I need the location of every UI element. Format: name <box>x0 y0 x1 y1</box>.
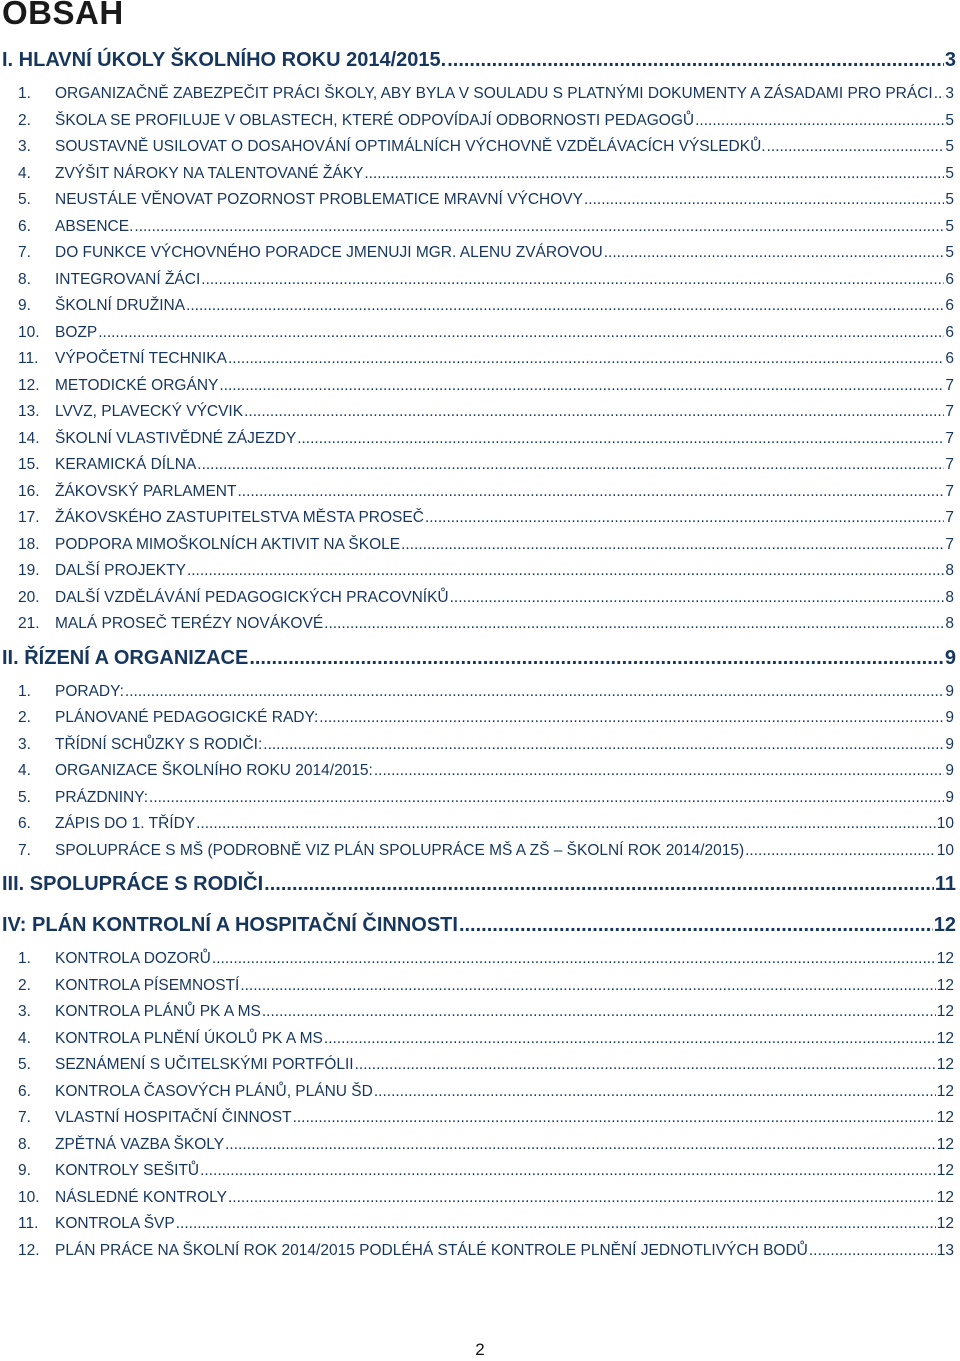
toc-item-page: 12 <box>936 1056 954 1074</box>
toc-item-link[interactable] <box>0 161 960 188</box>
toc-item-label: TŘÍDNÍ SCHŮZKY S RODIČI: <box>55 735 263 753</box>
toc-leader-dots <box>219 377 944 395</box>
toc-item-number: 1. <box>18 950 31 968</box>
toc-leader-dots <box>186 297 944 315</box>
toc-item-number: 5. <box>18 788 31 806</box>
toc-item-page: 10 <box>936 841 954 859</box>
toc-item-label: ORGANIZACE ŠKOLNÍHO ROKU 2014/2015: <box>55 762 373 780</box>
toc-item-number: 4. <box>18 164 31 182</box>
toc-leader-dots <box>176 1215 936 1233</box>
toc-item-label: PODPORA MIMOŠKOLNÍCH AKTIVIT NA ŠKOLE <box>55 535 401 553</box>
toc-item-label: ŽÁKOVSKÉHO ZASTUPITELSTVA MĚSTA PROSEČ <box>55 509 424 527</box>
toc-item-link[interactable] <box>0 452 960 479</box>
toc-leader-dots <box>200 1162 936 1180</box>
toc-leader-dots <box>262 1003 936 1021</box>
toc-item-label: BOZP <box>55 323 98 341</box>
toc-item-page: 7 <box>945 535 954 553</box>
toc-item-page: 7 <box>945 509 954 527</box>
toc-item-link[interactable] <box>0 758 960 785</box>
toc-leader-dots <box>293 1109 936 1127</box>
toc-item-number: 3. <box>18 138 31 156</box>
toc-item-label: DALŠÍ PROJEKTY <box>55 562 186 580</box>
toc-leader-dots <box>197 456 944 474</box>
toc-item-label: KONTROLA DOZORŮ <box>55 950 211 968</box>
toc-section-page: 3 <box>944 49 956 71</box>
toc-item-link[interactable] <box>0 81 960 108</box>
toc-leader-dots <box>249 647 944 670</box>
toc-leader-dots <box>767 138 945 156</box>
toc-leader-dots <box>264 873 934 896</box>
toc-item-link[interactable] <box>0 705 960 732</box>
toc-item-page: 7 <box>945 376 954 394</box>
toc-item-number: 9. <box>18 297 31 315</box>
toc-item-number: 7. <box>18 244 31 262</box>
toc-item-number: 19. <box>18 562 40 580</box>
toc-item-link[interactable] <box>0 214 960 241</box>
toc-item-number: 10. <box>18 323 40 341</box>
toc-item-page: 12 <box>936 1109 954 1127</box>
toc-item-link[interactable] <box>0 811 960 838</box>
toc-item-link[interactable] <box>0 1079 960 1106</box>
toc-item-label: ŠKOLNÍ VLASTIVĚDNÉ ZÁJEZDY <box>55 429 297 447</box>
toc-item-link[interactable] <box>0 267 960 294</box>
toc-leader-dots <box>201 271 944 289</box>
toc-item-number: 21. <box>18 615 40 633</box>
toc-leader-dots <box>374 762 945 780</box>
toc-item-page: 6 <box>945 350 954 368</box>
toc-item-number: 11. <box>18 1215 39 1233</box>
toc-item-page: 5 <box>945 164 954 182</box>
toc-item-link[interactable] <box>0 293 960 320</box>
toc-item-label: ZPĚTNÁ VAZBA ŠKOLY <box>55 1135 225 1153</box>
toc-item-label: KERAMICKÁ DÍLNA <box>55 456 197 474</box>
toc-leader-dots <box>98 324 944 342</box>
toc-item-page: 9 <box>945 762 954 780</box>
toc-item-label: ABSENCE. <box>55 217 134 235</box>
toc-item-link[interactable] <box>0 558 960 585</box>
toc-leader-dots <box>225 1136 936 1154</box>
toc-item-link[interactable] <box>0 134 960 161</box>
toc-item-page: 5 <box>945 111 954 129</box>
toc-item-label: DALŠÍ VZDĚLÁVÁNÍ PEDAGOGICKÝCH PRACOVNÍKŮ <box>55 588 449 606</box>
toc-item-number: 7. <box>18 841 31 859</box>
toc-item-page: 12 <box>936 1215 954 1233</box>
toc-item-page: 12 <box>936 1162 954 1180</box>
toc-item-link[interactable] <box>0 1132 960 1159</box>
toc-item-label: ORGANIZAČNĚ ZABEZPEČIT PRÁCI ŠKOLY, ABY BYLA V SOULADU S PLATNÝMI DOKUMENTY A ZÁSADAMI PRO PRÁCI <box>55 85 933 103</box>
toc-item-label: KONTROLA ČASOVÝCH PLÁNŮ, PLÁNU ŠD <box>55 1082 373 1100</box>
toc-item-page: 9 <box>945 709 954 727</box>
toc-leader-dots <box>604 244 945 262</box>
toc-item-page: 12 <box>936 950 954 968</box>
toc-item-page: 12 <box>936 1029 954 1047</box>
toc-item-label: ZÁPIS DO 1. TŘÍDY <box>55 815 196 833</box>
toc-item-page: 12 <box>936 1135 954 1153</box>
toc-leader-dots <box>196 815 936 833</box>
toc-leader-dots <box>228 1189 936 1207</box>
toc-item-label: INTEGROVANÍ ŽÁCI <box>55 270 201 288</box>
toc-item-page: 8 <box>945 615 954 633</box>
toc-item-page: 10 <box>936 815 954 833</box>
toc-item-number: 2. <box>18 111 31 129</box>
toc-item-label: KONTROLA PÍSEMNOSTÍ <box>55 976 240 994</box>
toc-item-page: 8 <box>945 562 954 580</box>
toc-item-page: 7 <box>945 403 954 421</box>
toc-item-link[interactable] <box>0 1238 960 1265</box>
toc-section-page: 9 <box>944 646 956 669</box>
toc-item-label: NEUSTÁLE VĚNOVAT POZORNOST PROBLEMATICE MRAVNÍ VÝCHOVY <box>55 191 583 209</box>
toc-item-label: VÝPOČETNÍ TECHNIKA <box>55 350 227 368</box>
toc-item-number: 3. <box>18 1003 31 1021</box>
toc-section-link[interactable] <box>0 905 960 946</box>
toc-section-label: III. SPOLUPRÁCE S RODIČI <box>2 873 264 895</box>
toc-section-link[interactable] <box>0 40 960 81</box>
toc-leader-dots <box>695 112 944 130</box>
toc-item-link[interactable] <box>0 320 960 347</box>
toc-item-page: 3 <box>945 85 954 103</box>
toc-leader-dots <box>319 709 944 727</box>
toc-item-number: 9. <box>18 1162 31 1180</box>
toc-item-label: KONTROLA ŠVP <box>55 1215 175 1233</box>
toc-item-number: 20. <box>18 588 40 606</box>
toc-item-link[interactable] <box>0 426 960 453</box>
page-number: 2 <box>475 1340 485 1359</box>
toc-item-link[interactable] <box>0 1026 960 1053</box>
toc-item-number: 8. <box>18 270 31 288</box>
toc-leader-dots <box>584 191 944 209</box>
toc-item-number: 6. <box>18 1082 31 1100</box>
toc-item-link[interactable] <box>0 1105 960 1132</box>
toc-item-link[interactable] <box>0 999 960 1026</box>
toc-leader-dots <box>355 1056 936 1074</box>
toc-item-number: 4. <box>18 1029 31 1047</box>
toc-item-number: 11. <box>18 350 39 368</box>
toc-item-page: 12 <box>936 1082 954 1100</box>
toc-item-link[interactable] <box>0 187 960 214</box>
toc-item-number: 5. <box>18 1056 31 1074</box>
toc-item-link[interactable] <box>0 973 960 1000</box>
toc-item-page: 12 <box>936 1003 954 1021</box>
toc-item-page: 9 <box>945 735 954 753</box>
toc-item-link[interactable] <box>0 373 960 400</box>
toc-item-number: 2. <box>18 976 31 994</box>
toc-item-number: 10. <box>18 1188 40 1206</box>
toc-leader-dots <box>125 683 944 701</box>
toc-item-page: 7 <box>945 429 954 447</box>
toc-item-page: 8 <box>945 588 954 606</box>
toc-item-link[interactable] <box>0 838 960 865</box>
toc-item-number: 16. <box>18 482 40 500</box>
toc-item-page: 5 <box>945 138 954 156</box>
toc-item-page: 9 <box>945 788 954 806</box>
toc-item-number: 8. <box>18 1135 31 1153</box>
toc-item-label: NÁSLEDNÉ KONTROLY <box>55 1188 227 1206</box>
toc-item-label: PLÁNOVANÉ PEDAGOGICKÉ RADY: <box>55 709 319 727</box>
toc-leader-dots <box>324 615 944 633</box>
toc-section-label: II. ŘÍZENÍ A ORGANIZACE <box>2 646 249 669</box>
toc-item-number: 12. <box>18 376 40 394</box>
toc-item-label: LVVZ, PLAVECKÝ VÝCVIK <box>55 403 244 421</box>
toc-item-link[interactable] <box>0 732 960 759</box>
toc-item-page: 6 <box>945 297 954 315</box>
toc-item-label: SPOLUPRÁCE S MŠ (PODROBNĚ VIZ PLÁN SPOLUPRÁCE MŠ A ZŠ – ŠKOLNÍ ROK 2014/2015) <box>55 841 745 859</box>
toc-item-label: PRÁZDNINY: <box>55 788 149 806</box>
toc-leader-dots <box>263 736 944 754</box>
toc-item-number: 4. <box>18 762 31 780</box>
toc-item-link[interactable] <box>0 1211 960 1238</box>
toc-item-page: 5 <box>945 217 954 235</box>
toc-item-link[interactable] <box>0 679 960 706</box>
toc-leader-dots <box>425 509 944 527</box>
toc-item-label: PLÁN PRÁCE NA ŠKOLNÍ ROK 2014/2015 PODLÉHÁ STÁLÉ KONTROLE PLNĚNÍ JEDNOTLIVÝCH BODŮ <box>55 1241 808 1259</box>
toc-item-number: 1. <box>18 85 31 103</box>
toc-item-label: KONTROLA PLNĚNÍ ÚKOLŮ PK A MS <box>55 1029 323 1047</box>
toc-leader-dots <box>809 1242 936 1260</box>
toc-item-page: 7 <box>945 456 954 474</box>
toc-item-label: ŠKOLA SE PROFILUJE V OBLASTECH, KTERÉ ODPOVÍDAJÍ ODBORNOSTI PEDAGOGŮ <box>55 111 695 129</box>
toc-leader-dots <box>447 49 944 72</box>
toc-item-number: 3. <box>18 735 31 753</box>
toc-item-page: 6 <box>945 323 954 341</box>
toc-leader-dots <box>187 562 944 580</box>
toc-section-page: 11 <box>934 873 956 895</box>
toc-item-link[interactable] <box>0 946 960 973</box>
toc-section-link[interactable] <box>0 638 960 679</box>
toc-item-page: 7 <box>945 482 954 500</box>
toc-item-label: SOUSTAVNĚ USILOVAT O DOSAHOVÁNÍ OPTIMÁLNÍCH VÝCHOVNĚ VZDĚLÁVACÍCH VÝSLEDKŮ. <box>55 138 766 156</box>
toc-item-page: 12 <box>936 1188 954 1206</box>
toc-item-label: KONTROLA PLÁNŮ PK A MS <box>55 1003 261 1021</box>
toc-item-label: ŽÁKOVSKÝ PARLAMENT <box>55 482 237 500</box>
toc-item-label: MALÁ PROSEČ TERÉZY NOVÁKOVÉ <box>55 615 324 633</box>
toc-item-page: 5 <box>945 244 954 262</box>
toc-item-number: 17. <box>18 509 40 527</box>
toc-leader-dots <box>237 483 944 501</box>
toc-leader-dots <box>934 85 945 103</box>
toc-item-label: ŠKOLNÍ DRUŽINA <box>55 297 186 315</box>
toc-item-label: PORADY: <box>55 682 124 700</box>
toc-item-page: 12 <box>936 976 954 994</box>
toc-item-label: METODICKÉ ORGÁNY <box>55 376 219 394</box>
toc-leader-dots <box>450 589 945 607</box>
toc-item-number: 13. <box>18 403 40 421</box>
toc-section-page: 12 <box>933 914 956 936</box>
toc-item-link[interactable] <box>0 532 960 559</box>
toc-item-number: 6. <box>18 815 31 833</box>
toc-item-link[interactable] <box>0 785 960 812</box>
toc-item-link[interactable] <box>0 346 960 373</box>
toc-item-link[interactable] <box>0 399 960 426</box>
toc-item-number: 12. <box>18 1241 40 1259</box>
toc-item-label: KONTROLY SEŠITŮ <box>55 1162 200 1180</box>
toc-item-link[interactable] <box>0 1158 960 1185</box>
toc-section-label: I. HLAVNÍ ÚKOLY ŠKOLNÍHO ROKU 2014/2015. <box>2 49 447 71</box>
toc-leader-dots <box>364 165 944 183</box>
toc-item-number: 7. <box>18 1109 31 1127</box>
toc-item-page: 13 <box>936 1241 954 1259</box>
toc-item-number: 5. <box>18 191 31 209</box>
toc-item-page: 5 <box>945 191 954 209</box>
toc-section-label: IV: PLÁN KONTROLNÍ A HOSPITAČNÍ ČINNOSTI <box>2 914 458 936</box>
toc-item-number: 6. <box>18 217 31 235</box>
toc-item-label: DO FUNKCE VÝCHOVNÉHO PORADCE JMENUJI MGR. ALENU ZVÁROVOU <box>55 244 603 262</box>
toc-leader-dots <box>745 842 936 860</box>
toc-item-number: 18. <box>18 535 40 553</box>
toc-leader-dots <box>244 403 944 421</box>
toc-item-page: 6 <box>945 270 954 288</box>
toc-item-number: 15. <box>18 456 40 474</box>
toc-item-label: VLASTNÍ HOSPITAČNÍ ČINNOST <box>55 1109 292 1127</box>
toc-item-link[interactable] <box>0 479 960 506</box>
toc-leader-dots <box>297 430 944 448</box>
toc-item-link[interactable] <box>0 1185 960 1212</box>
toc-leader-dots <box>212 950 936 968</box>
toc-item-link[interactable] <box>0 505 960 532</box>
toc-item-link[interactable] <box>0 1052 960 1079</box>
toc-item-link[interactable] <box>0 240 960 267</box>
toc-item-number: 14. <box>18 429 40 447</box>
toc-leader-dots <box>149 789 944 807</box>
toc-item-number: 1. <box>18 682 31 700</box>
toc-item-page: 9 <box>945 682 954 700</box>
toc-leader-dots <box>324 1030 936 1048</box>
toc-leader-dots <box>459 914 933 937</box>
toc-item-number: 2. <box>18 709 31 727</box>
toc-leader-dots <box>134 218 944 236</box>
toc-item-link[interactable] <box>0 611 960 638</box>
toc-item-label: ZVÝŠIT NÁROKY NA TALENTOVANÉ ŽÁKY <box>55 164 364 182</box>
page-title: OBSAH <box>2 0 124 31</box>
toc-leader-dots <box>374 1083 936 1101</box>
toc-leader-dots <box>240 977 935 995</box>
table-of-contents <box>0 40 960 1264</box>
toc-section-link[interactable] <box>0 864 960 905</box>
toc-item-link[interactable] <box>0 585 960 612</box>
toc-item-label: SEZNÁMENÍ S UČITELSKÝMI PORTFÓLII <box>55 1056 354 1074</box>
toc-leader-dots <box>401 536 944 554</box>
toc-leader-dots <box>228 350 944 368</box>
toc-item-link[interactable] <box>0 108 960 135</box>
